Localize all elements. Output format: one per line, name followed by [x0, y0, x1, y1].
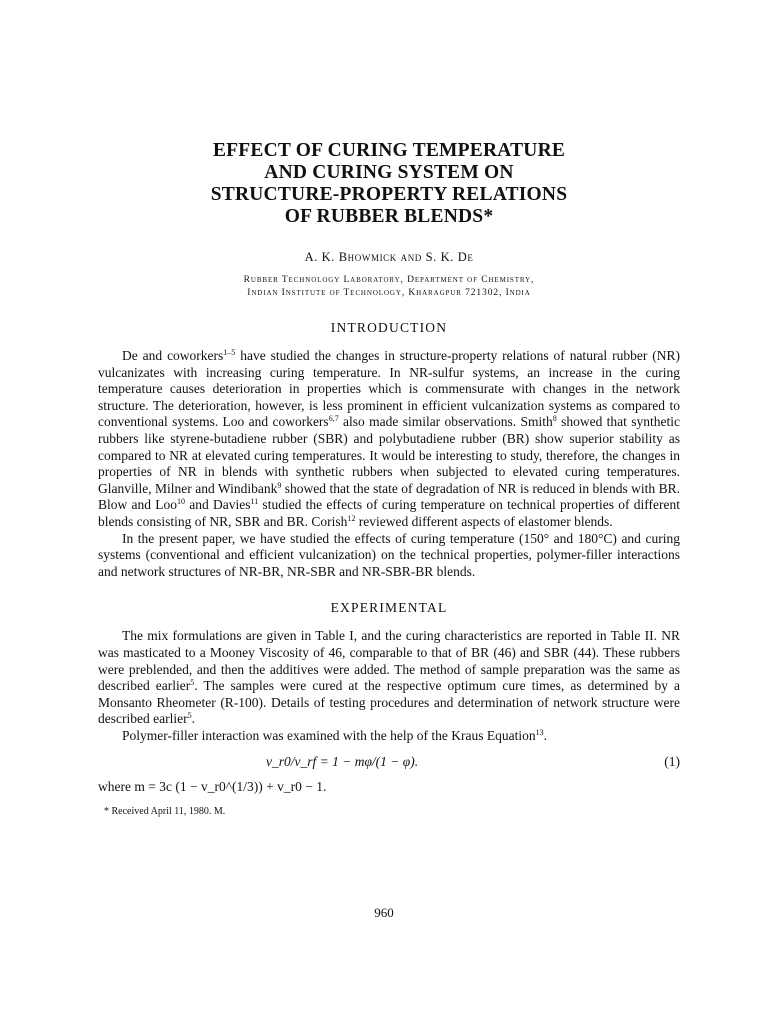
experimental-paragraph-1 [98, 628, 680, 728]
equation-number: (1) [664, 754, 680, 770]
reference-marker: 8 [552, 414, 557, 424]
reference-marker: 5 [187, 711, 192, 721]
reference-marker: 1–5 [223, 348, 236, 357]
reference-marker: 5 [190, 678, 195, 688]
introduction-heading: INTRODUCTION [330, 320, 448, 335]
text-run: . [191, 711, 195, 727]
text-run: studied the effects of curing temperature on technical properties of different blends consisting of NR, SBR and BR. Corish [98, 497, 681, 529]
title-line: STRUCTURE-PROPERTY RELATIONS [210, 184, 568, 205]
text-run: De and coworkers [122, 348, 224, 363]
title-line: AND CURING SYSTEM ON [264, 162, 514, 183]
text-run: have studied the changes in structure-property relations of natural rubber (NR) vulcanizates with increasing curing temperature. In NR-sulfur systems, an increase in the curing temperature causes deterioration in properties which is commensurate with changes in the network structure. The deterioration, however, is less prominent in efficient vulcanization systems as compared to conventional systems. Loo and coworkers [98, 348, 680, 430]
introduction-paragraph-1 [98, 348, 680, 531]
text-run: reviewed different aspects of elastomer blends. [355, 513, 613, 529]
authors: A. K. Bhowmick and S. K. De [304, 250, 474, 264]
reference-marker: 12 [347, 513, 356, 523]
page-number: 960 [374, 905, 394, 920]
equation-definition: where m = 3c (1 − v_r0^(1/3)) + v_r0 − 1. [98, 779, 327, 795]
text-run: The mix formulations are given in Table I, and the curing characteristics are reported in Table II. NR was masticated to a Mooney Viscosity of 46, comparable to that of BR (46) and SBR (44). These rubbers were preblended, and then the additives were added. The method of sample preparation was the same as described earlier [98, 628, 680, 694]
text-run: Polymer-filler interaction was examined with the help of the Kraus Equation [122, 727, 536, 743]
paper-title [98, 140, 680, 228]
text-run: also made similar observations. Smith [338, 414, 553, 430]
paper-page [98, 140, 680, 817]
title-line: EFFECT OF CURING TEMPERATURE [212, 140, 566, 161]
text-run: and Davies [185, 497, 251, 513]
reference-marker: 9 [277, 480, 282, 490]
text-run: . [543, 727, 547, 743]
equation-body: v_r0/v_rf = 1 − mφ/(1 − φ). [266, 754, 419, 770]
kraus-equation [98, 754, 680, 776]
experimental-paragraph-2 [98, 728, 680, 745]
introduction-paragraph-2: In the present paper, we have studied the effects of curing temperature (150° and 180°C) and curing systems (conventional and efficient vulcanization) on the technical properties, polymer-filler interactions and network structures of NR-BR, NR-SBR and NR-SBR-BR blends. [98, 530, 680, 579]
text-run: showed that the state of degradation of NR is reduced in blends with BR. Blow and Loo [98, 480, 681, 513]
experimental-heading: EXPERIMENTAL [330, 600, 448, 616]
affiliation [98, 274, 680, 300]
affiliation-line: Rubber Technology Laboratory, Department of Chemistry, [243, 275, 535, 285]
title-line: OF RUBBER BLENDS* [284, 206, 494, 227]
reference-marker: 11 [250, 497, 259, 507]
text-run: . The samples were cured at the respective optimum cure times, as determined by a Monsanto Rheometer (R-100). Details of testing procedures and determination of network structure were described earlier [98, 678, 680, 727]
reference-marker: 13 [535, 727, 544, 737]
affiliation-line: Indian Institute of Technology, Kharagpur 721302, India [247, 288, 531, 298]
reference-marker: 10 [177, 497, 185, 507]
received-footnote: * Received April 11, 1980. M. [104, 806, 226, 818]
text-run: showed that synthetic rubbers like styrene-butadiene rubber (SBR) and polybutadiene rubber (BR) show superior stability as compared to NR at elevated curing temperatures. It would be interesting to study, therefore, the changes in properties of NR in blends with synthetic rubbers when subjected to elevated curing temperatures. Glanville, Milner and Windibank [98, 414, 680, 496]
reference-marker: 6,7 [328, 414, 339, 424]
